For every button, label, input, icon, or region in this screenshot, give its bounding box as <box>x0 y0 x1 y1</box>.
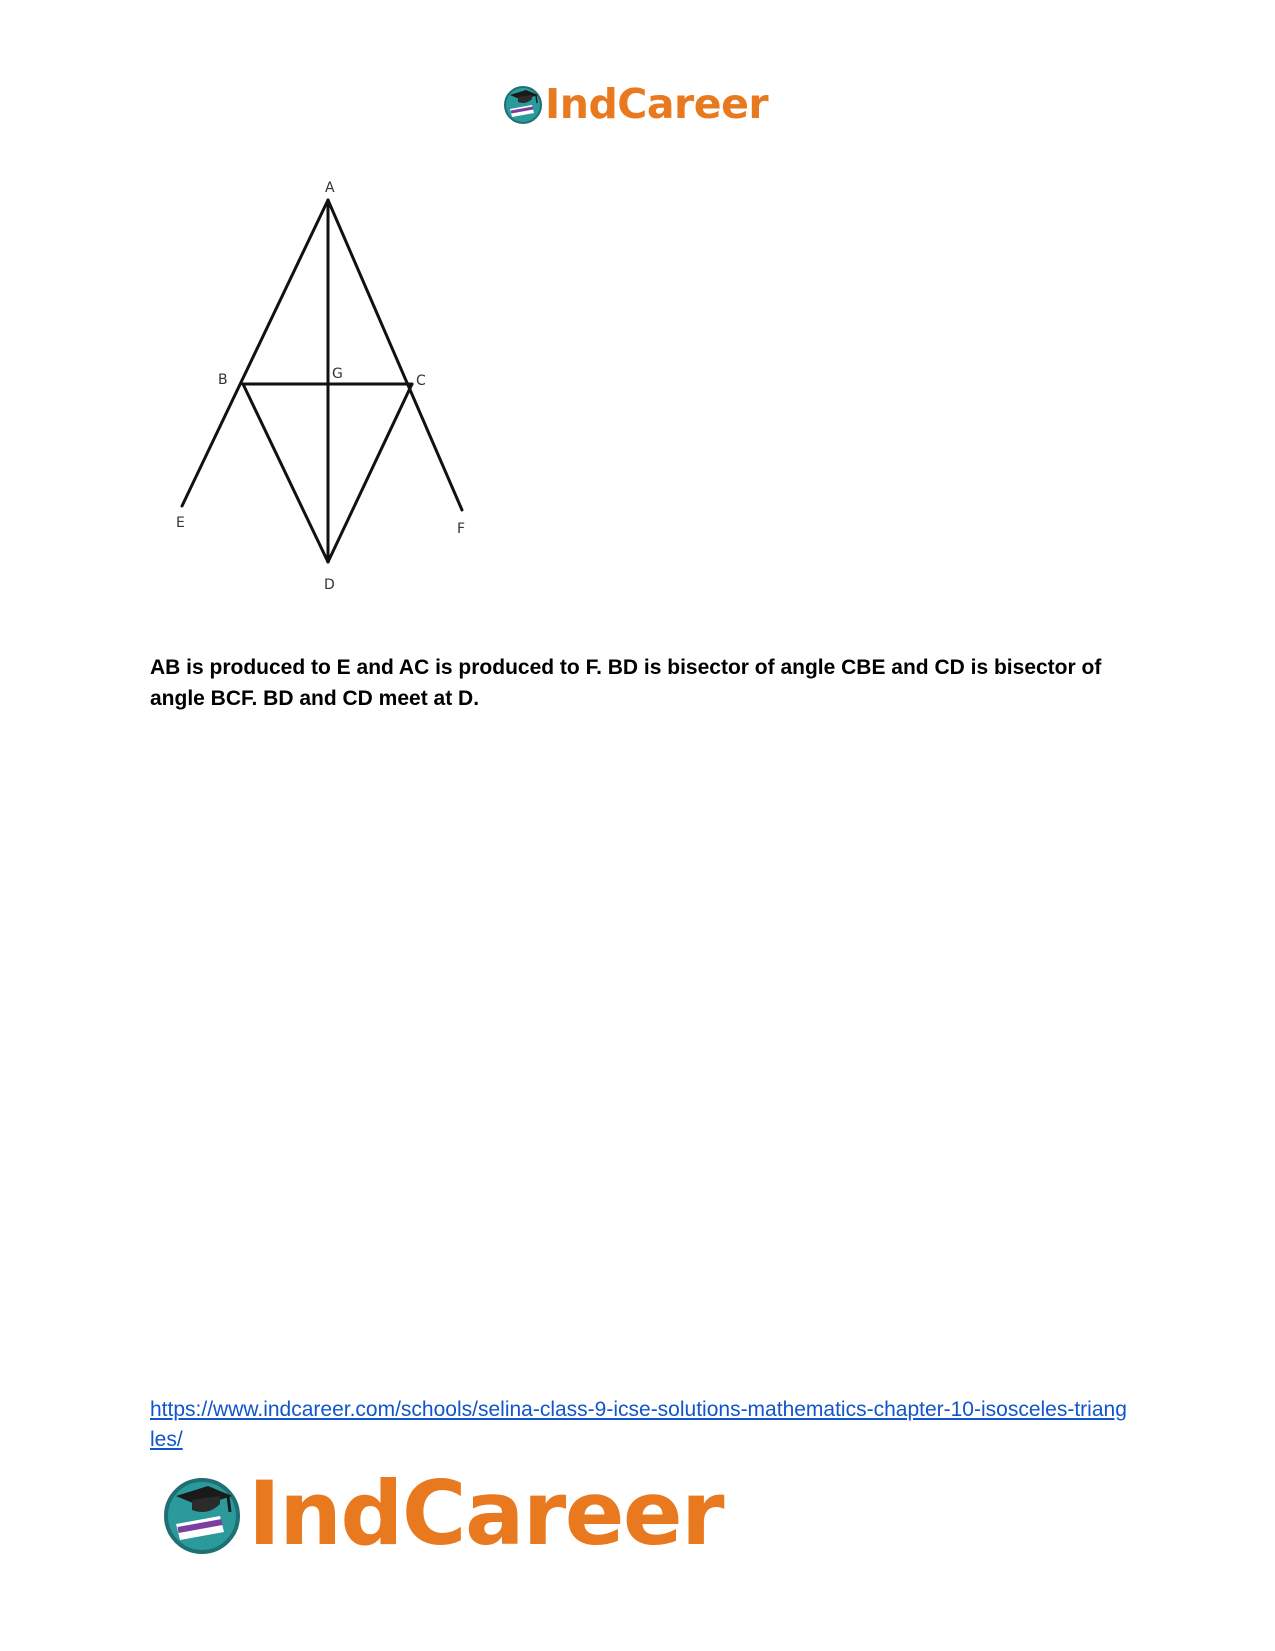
line-c-d <box>328 384 412 562</box>
graduation-globe-icon <box>160 1472 244 1556</box>
label-f: F <box>457 521 466 537</box>
graduation-globe-icon <box>502 83 544 125</box>
problem-statement: AB is produced to E and AC is produced to F. BD is bisector of angle CBE and CD is bisector of angle BCF. BD and CD meet at D. <box>150 656 1102 710</box>
figure-labels <box>176 180 465 593</box>
line-a-e <box>182 200 328 506</box>
brand-wordmark: IndCareer <box>248 1462 724 1565</box>
label-b: B <box>218 372 228 388</box>
brand-wordmark: IndCareer <box>545 80 769 128</box>
label-e: E <box>176 515 185 531</box>
line-b-d <box>243 384 328 562</box>
header-logo <box>502 80 768 128</box>
footer-logo <box>160 1462 723 1565</box>
geometry-figure <box>160 178 500 618</box>
line-a-f <box>328 200 462 510</box>
label-c: C <box>416 373 426 389</box>
label-a: A <box>325 180 335 196</box>
label-d: D <box>324 577 335 593</box>
source-url-link[interactable]: https://www.indcareer.com/schools/selina-class-9-icse-solutions-mathematics-chapter-10-isosceles-triangles/ <box>150 1398 1127 1451</box>
label-g: G <box>332 366 343 382</box>
